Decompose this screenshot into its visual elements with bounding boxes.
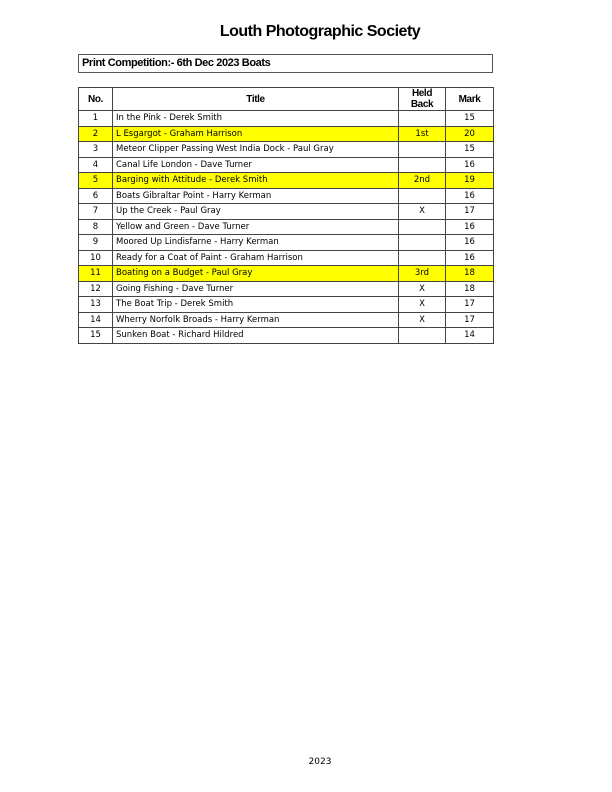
- cell-no: 15: [79, 328, 113, 344]
- cell-title: Going Fishing - Dave Turner: [113, 281, 399, 297]
- cell-held-back: 3rd: [399, 266, 446, 282]
- cell-no: 13: [79, 297, 113, 313]
- table-header-row: [79, 88, 494, 111]
- cell-mark: 16: [446, 250, 494, 266]
- table-row: [79, 297, 494, 313]
- page-title: Louth Photographic Society: [219, 23, 421, 40]
- header-mark: Mark: [446, 88, 494, 111]
- cell-mark: 16: [446, 188, 494, 204]
- cell-no: 2: [79, 126, 113, 142]
- cell-no: 8: [79, 219, 113, 235]
- cell-title: Barging with Attitude - Derek Smith: [113, 173, 399, 189]
- cell-held-back: [399, 235, 446, 251]
- cell-held-back: [399, 250, 446, 266]
- cell-held-back: [399, 157, 446, 173]
- table-row: [79, 266, 494, 282]
- results-table: [78, 87, 494, 344]
- cell-held-back: [399, 111, 446, 127]
- cell-mark: 18: [446, 281, 494, 297]
- cell-mark: 20: [446, 126, 494, 142]
- cell-mark: 19: [446, 173, 494, 189]
- cell-held-back: X: [399, 312, 446, 328]
- cell-no: 7: [79, 204, 113, 220]
- table-row: [79, 219, 494, 235]
- cell-held-back: [399, 328, 446, 344]
- cell-held-back: 2nd: [399, 173, 446, 189]
- cell-title: Boats Gibraltar Point - Harry Kerman: [113, 188, 399, 204]
- table-row: [79, 142, 494, 158]
- table-row: [79, 188, 494, 204]
- competition-heading: Print Competition:- 6th Dec 2023 Boats: [78, 54, 493, 73]
- cell-title: Wherry Norfolk Broads - Harry Kerman: [113, 312, 399, 328]
- cell-mark: 17: [446, 297, 494, 313]
- cell-held-back: X: [399, 297, 446, 313]
- header-title: Title: [113, 88, 399, 111]
- table-row: [79, 111, 494, 127]
- cell-title: In the Pink - Derek Smith: [113, 111, 399, 127]
- cell-title: Ready for a Coat of Paint - Graham Harrison: [113, 250, 399, 266]
- table-row: [79, 173, 494, 189]
- cell-no: 10: [79, 250, 113, 266]
- cell-mark: 14: [446, 328, 494, 344]
- cell-held-back: [399, 188, 446, 204]
- table-row: [79, 126, 494, 142]
- header-held-back: Held Back: [399, 88, 446, 111]
- table-row: [79, 328, 494, 344]
- cell-no: 3: [79, 142, 113, 158]
- cell-no: 4: [79, 157, 113, 173]
- cell-no: 9: [79, 235, 113, 251]
- cell-title: The Boat Trip - Derek Smith: [113, 297, 399, 313]
- cell-held-back: [399, 219, 446, 235]
- cell-title: Meteor Clipper Passing West India Dock - Paul Gray: [113, 142, 399, 158]
- cell-no: 5: [79, 173, 113, 189]
- cell-no: 6: [79, 188, 113, 204]
- cell-title: Up the Creek - Paul Gray: [113, 204, 399, 220]
- cell-no: 12: [79, 281, 113, 297]
- cell-title: Sunken Boat - Richard Hildred: [113, 328, 399, 344]
- cell-title: L Esgargot - Graham Harrison: [113, 126, 399, 142]
- table-row: [79, 235, 494, 251]
- cell-mark: 16: [446, 235, 494, 251]
- page-footer: 2023: [308, 757, 332, 767]
- cell-mark: 16: [446, 157, 494, 173]
- cell-mark: 15: [446, 111, 494, 127]
- cell-title: Moored Up Lindisfarne - Harry Kerman: [113, 235, 399, 251]
- table-row: [79, 312, 494, 328]
- cell-mark: 18: [446, 266, 494, 282]
- cell-mark: 16: [446, 219, 494, 235]
- table-row: [79, 281, 494, 297]
- cell-mark: 15: [446, 142, 494, 158]
- cell-held-back: [399, 142, 446, 158]
- cell-held-back: X: [399, 281, 446, 297]
- cell-title: Canal Life London - Dave Turner: [113, 157, 399, 173]
- cell-no: 1: [79, 111, 113, 127]
- cell-mark: 17: [446, 312, 494, 328]
- cell-held-back: X: [399, 204, 446, 220]
- cell-mark: 17: [446, 204, 494, 220]
- table-row: [79, 250, 494, 266]
- cell-held-back: 1st: [399, 126, 446, 142]
- cell-title: Boating on a Budget - Paul Gray: [113, 266, 399, 282]
- cell-no: 14: [79, 312, 113, 328]
- cell-no: 11: [79, 266, 113, 282]
- header-no: No.: [79, 88, 113, 111]
- table-row: [79, 157, 494, 173]
- cell-title: Yellow and Green - Dave Turner: [113, 219, 399, 235]
- table-row: [79, 204, 494, 220]
